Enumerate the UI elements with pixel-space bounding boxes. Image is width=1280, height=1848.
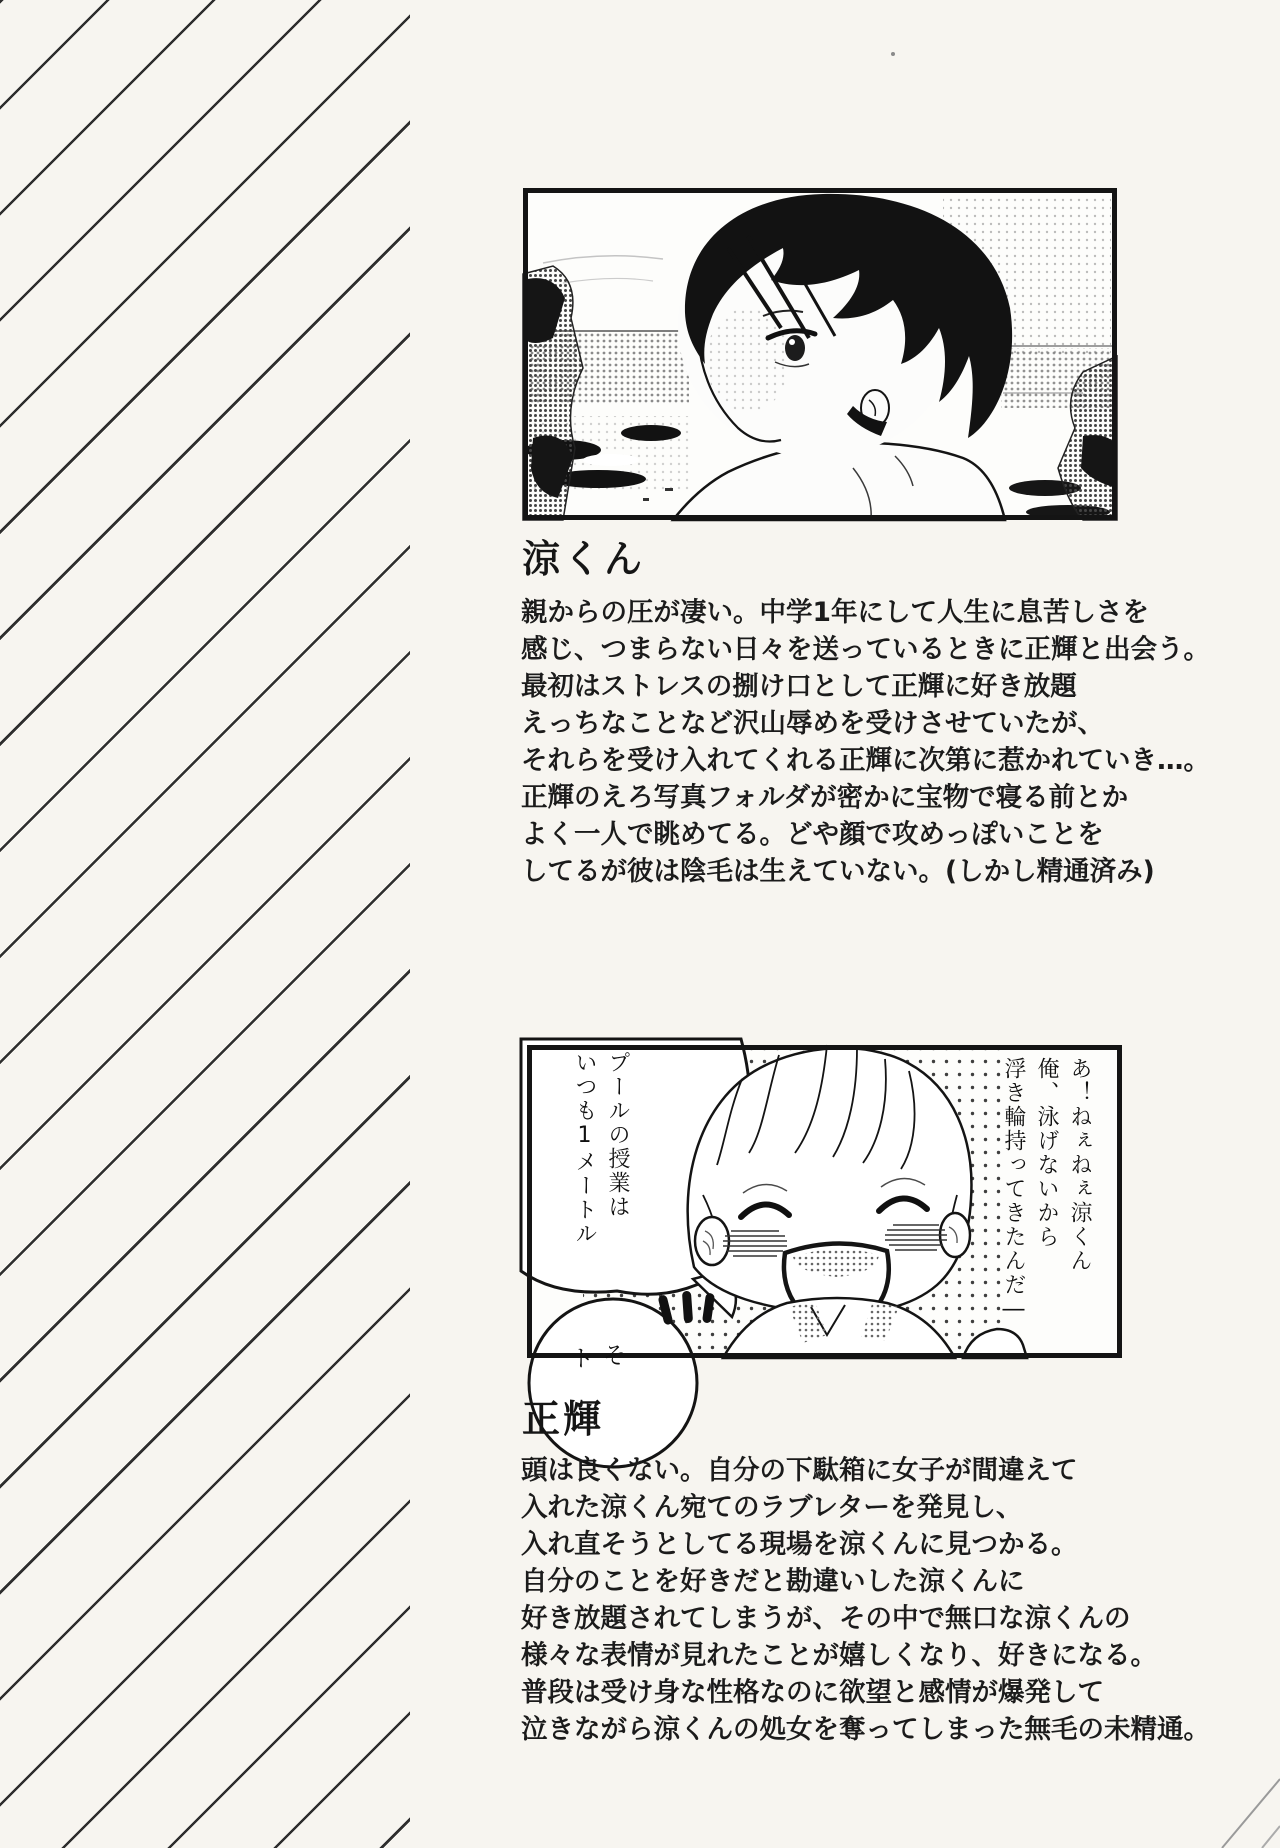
description-line: 感じ、つまらない日々を送っているときに正輝と出会う。 <box>521 634 1210 665</box>
beach-scene-art <box>523 188 1117 520</box>
description-line: してるが彼は陰毛は生えていない。(しかし精通済み) <box>521 856 1155 887</box>
speech-line: いつも1メートル <box>572 1051 597 1246</box>
description-line: 様々な表情が見れたことが嬉しくなり、好きになる。 <box>521 1640 1157 1671</box>
description-line: よく一人で眺めてる。どや顔で攻めっぽいことを <box>521 819 1104 850</box>
description-line: 普段は受け身な性格なのに欲望と感情が爆発して <box>521 1677 1104 1708</box>
partial-bubble-glyph: そ <box>603 1343 626 1369</box>
character-name-ryo: 涼くん <box>522 537 646 581</box>
description-line: 入れた涼くん宛てのラブレターを発見し、 <box>521 1492 1023 1523</box>
speech-bubble-left-text <box>568 1051 634 1291</box>
speech-line: あ！ねぇねぇ涼くん <box>1067 1057 1092 1273</box>
speech-line: 俺、泳げないから <box>1034 1057 1059 1249</box>
description-line: 親からの圧が凄い。中学1年にして人生に息苦しさを <box>521 597 1149 628</box>
panel-smiling-boy-illustration <box>527 1045 1122 1372</box>
description-line: 正輝のえろ写真フォルダが密かに宝物で寝る前とか <box>521 782 1129 813</box>
description-line: 頭は良くない。自分の下駄箱に女子が間違えて <box>521 1455 1078 1486</box>
description-line: 泣きながら涼くんの処女を奪ってしまった無毛の未精通。 <box>521 1714 1210 1745</box>
speech-right-vertical-text <box>997 1057 1096 1355</box>
partial-bubble-glyph: ト <box>571 1346 594 1372</box>
description-line: 自分のことを好きだと勘違いした涼くんに <box>521 1566 1025 1597</box>
description-line: 最初はストレスの捌け口として正輝に好き放題 <box>521 671 1077 702</box>
description-line: えっちなことなど沢山辱めを受けさせていたが、 <box>521 708 1104 739</box>
character-description-ryo <box>521 594 1210 890</box>
paper-speck <box>891 52 895 56</box>
corner-diagonal-lines <box>1210 1768 1280 1848</box>
character-description-masaki <box>521 1452 1210 1748</box>
description-line: それらを受け入れてくれる正輝に次第に惹かれていき…。 <box>521 745 1210 776</box>
diagonal-stripes-decoration <box>0 0 410 1848</box>
panel-beach-illustration <box>523 188 1117 520</box>
speech-line: 浮き輪持ってきたんだ― <box>1001 1057 1026 1324</box>
speech-line: プールの授業は <box>605 1051 630 1219</box>
description-line: 好き放題されてしまうが、その中で無口な涼くんの <box>521 1603 1131 1634</box>
description-line: 入れ直そうとしてる現場を涼くんに見つかる。 <box>521 1529 1078 1560</box>
character-name-masaki: 正輝 <box>522 1397 605 1441</box>
